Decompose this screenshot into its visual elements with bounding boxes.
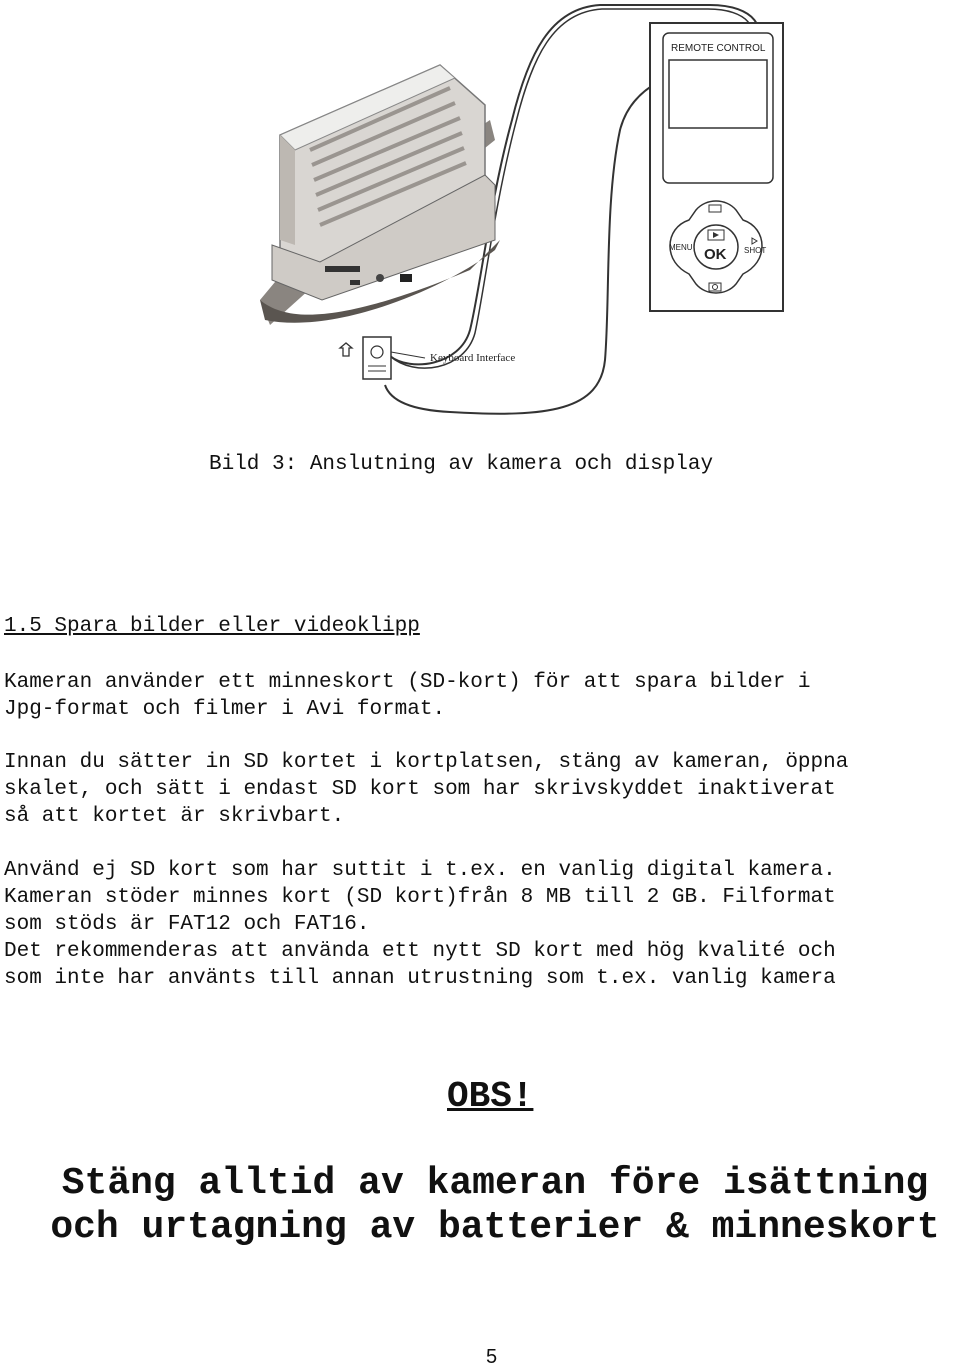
shot-label: SHOT	[744, 246, 767, 255]
warning-line: och urtagning av batterier & minneskort	[50, 1206, 940, 1249]
remote-control	[650, 23, 783, 311]
paragraph-insert-card	[4, 749, 848, 830]
remote-display	[669, 60, 767, 128]
ok-label: OK	[704, 246, 727, 263]
warning-text	[0, 1162, 960, 1250]
text-line: Kameran använder ett minneskort (SD-kort) för att spara bilder i	[4, 671, 811, 694]
section-heading: 1.5 Spara bilder eller videoklipp	[4, 615, 420, 638]
text-line: som inte har använts till annan utrustning som t.ex. vanlig kamera	[4, 967, 836, 990]
warning-line: Stäng alltid av kameran före isättning	[61, 1162, 929, 1205]
text-line: Det rekommenderas att använda ett nytt SD kort med hög kvalité och	[4, 940, 836, 963]
text-line: Använd ej SD kort som har suttit i t.ex. en vanlig digital kamera.	[4, 859, 836, 882]
camera-remote-figure	[250, 0, 790, 415]
text-line: Innan du sätter in SD kortet i kortplatsen, stäng av kameran, öppna	[4, 751, 849, 774]
obs-heading: OBS!	[447, 1076, 534, 1117]
paragraph-sd-card-usage	[4, 669, 811, 723]
text-line: Jpg-format och filmer i Avi format.	[4, 698, 446, 721]
page-number: 5	[486, 1346, 498, 1368]
figure-caption: Bild 3: Anslutning av kamera och display	[209, 453, 714, 476]
text-line: så att kortet är skrivbart.	[4, 805, 345, 828]
paragraph-card-requirements	[4, 857, 836, 992]
menu-label: MENU	[669, 243, 693, 252]
text-line: som stöds är FAT12 och FAT16.	[4, 913, 370, 936]
battery-box	[260, 65, 500, 325]
keyboard-interface-label: Keyboard Interface	[430, 352, 516, 364]
text-line: Kameran stöder minnes kort (SD kort)från 8 MB till 2 GB. Filformat	[4, 886, 836, 909]
keyboard-connector	[340, 337, 425, 379]
remote-control-label: REMOTE CONTROL	[671, 43, 766, 54]
text-line: skalet, och sätt i endast SD kort som har skrivskyddet inaktiverat	[4, 778, 836, 801]
